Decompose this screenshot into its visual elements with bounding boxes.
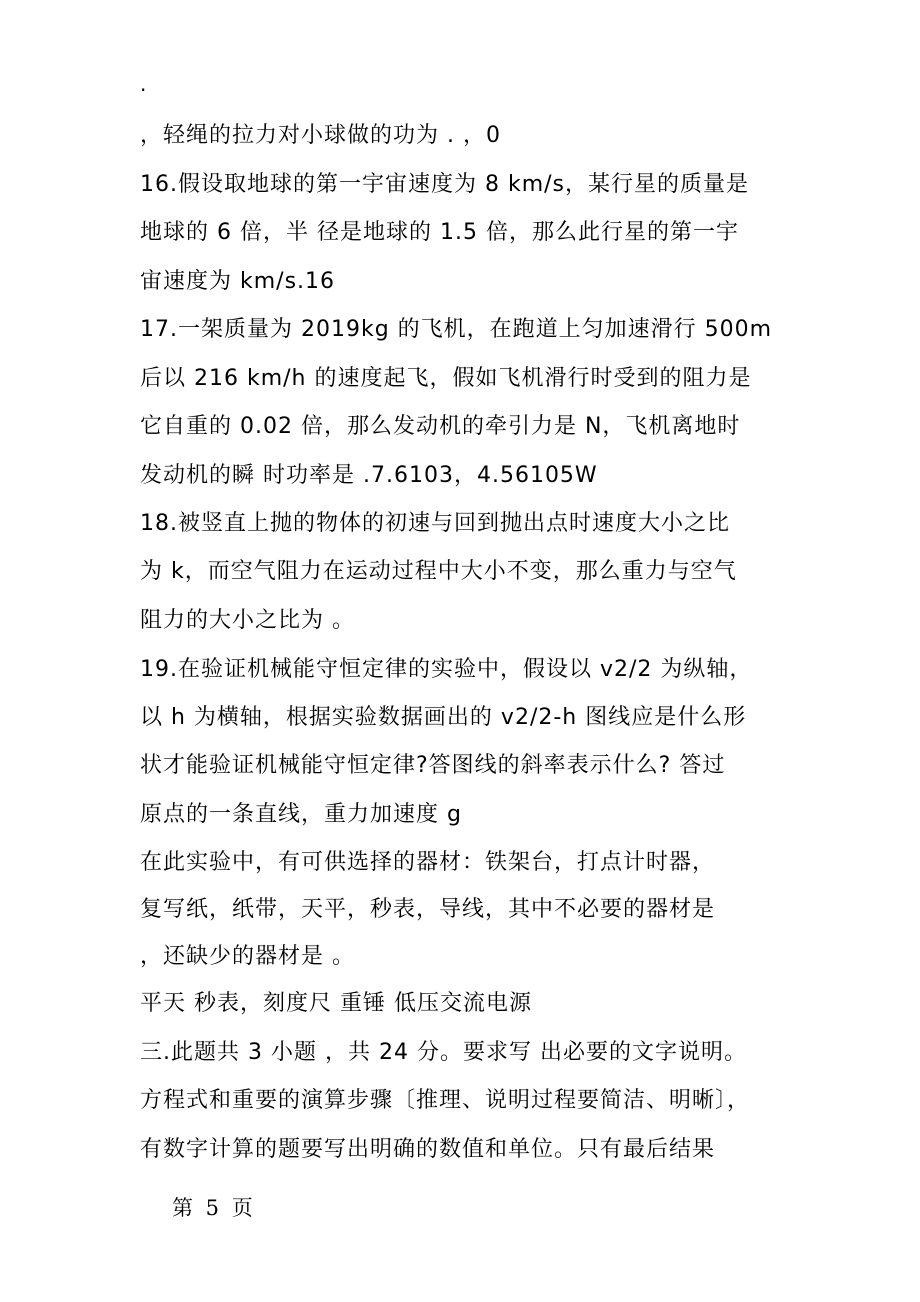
page-dot: .	[140, 72, 147, 96]
text-line-20: 三.此题共 3 小题 ，共 24 分。要求写 出必要的文字说明。	[140, 1040, 747, 1065]
text-line-17: 复写纸，纸带，天平，秒表，导线，其中不必要的器材是	[140, 897, 716, 922]
text-line-3: 地球的 6 倍，半 径是地球的 1.5 倍，那么此行星的第一宇	[140, 220, 739, 245]
text-line-6: 后以 216 km/h 的速度起飞，假如飞机滑行时受到的阻力是	[140, 366, 752, 391]
text-line-1: ，轻绳的拉力对小球做的功为 . ，0	[140, 123, 501, 148]
text-line-16: 在此实验中，有可供选择的器材：铁架台，打点计时器，	[140, 850, 716, 875]
text-line-7: 它自重的 0.02 倍，那么发动机的牵引力是 N，飞机离地时	[140, 414, 741, 439]
page-number: 第 5 页	[172, 1196, 256, 1220]
text-line-5: 17.一架质量为 2019kg 的飞机，在跑道上匀加速滑行 500m	[140, 317, 773, 342]
text-line-19: 平天 秒表，刻度尺 重锤 低压交流电源	[140, 991, 532, 1016]
text-line-14: 状才能验证机械能守恒定律?答图线的斜率表示什么? 答过	[140, 753, 726, 778]
text-line-2: 16.假设取地球的第一宇宙速度为 8 km/s，某行星的质量是	[140, 172, 750, 197]
text-line-22: 有数字计算的题要写出明确的数值和单位。只有最后结果	[140, 1137, 716, 1162]
text-line-4: 宙速度为 km/s.16	[140, 269, 336, 294]
text-line-11: 阻力的大小之比为 。	[140, 608, 355, 633]
text-line-21: 方程式和重要的演算步骤〔推理、说明过程要简洁、明晰〕，	[140, 1088, 751, 1113]
text-line-13: 以 h 为横轴，根据实验数据画出的 v2/2-h 图线应是什么形	[140, 705, 747, 730]
text-line-18: ，还缺少的器材是 。	[140, 944, 355, 969]
text-line-12: 19.在验证机械能守恒定律的实验中，假设以 v2/2 为纵轴，	[140, 657, 753, 682]
text-line-10: 为 k，而空气阻力在运动过程中大小不变，那么重力与空气	[140, 559, 737, 584]
text-line-15: 原点的一条直线，重力加速度 g	[140, 802, 462, 827]
text-line-8: 发动机的瞬 时功率是 .7.6103，4.56105W	[140, 463, 598, 488]
text-line-9: 18.被竖直上抛的物体的初速与回到抛出点时速度大小之比	[140, 511, 730, 536]
